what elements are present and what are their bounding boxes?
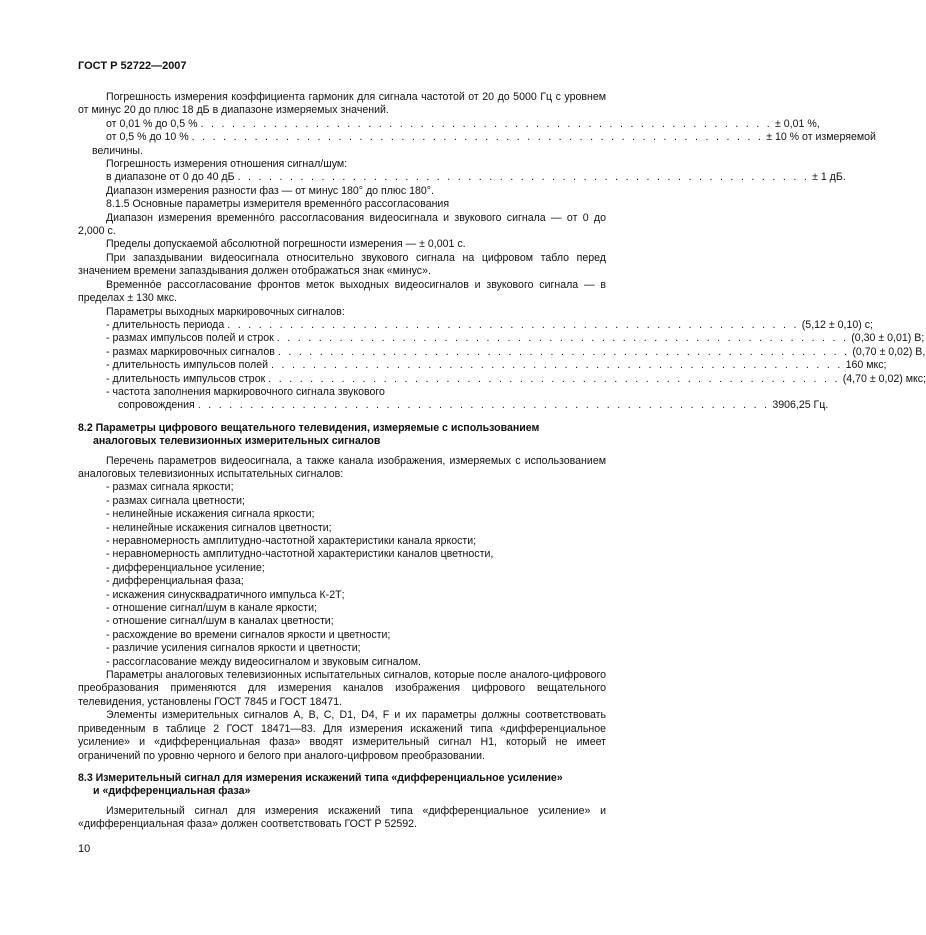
paragraph-phase-range: Диапазон измерения разности фаз — от минус 180° до плюс 180°. xyxy=(106,184,434,197)
section-8-3-heading xyxy=(78,772,606,799)
marker-row-4 xyxy=(78,359,887,372)
harmonic-row-1 xyxy=(78,117,820,131)
marker-row-3 xyxy=(78,345,926,359)
list-item: - рассогласование между видеосигналом и звуковым сигналом. xyxy=(106,655,421,668)
harmonic-continuation: величины. xyxy=(92,144,143,157)
row-label: - длительность периода xyxy=(106,318,225,331)
list-item: - нелинейные искажения сигналов цветности; xyxy=(106,521,332,534)
leader-dots: . . . . . . . . . . . . . . . . . . . . . . . . . . . . . . . . . . . . . . . . . . . . . . . . . . . . . . . xyxy=(268,372,840,385)
row-value: (4,70 ± 0,02) мкс; xyxy=(842,372,926,385)
row-value: (0,70 ± 0,02) В, xyxy=(852,345,926,358)
row-value: (5,12 ± 0,10) с; xyxy=(801,318,873,331)
row-value: 160 мкс; xyxy=(845,359,887,372)
list-item: - неравномерность амплитудно-частотной характеристики канала яркости; xyxy=(106,535,477,547)
list-item: - отношение сигнал/шум в канале яркости; xyxy=(106,602,317,615)
leader-dots: . . . . . . . . . . . . . . . . . . . . . . . . . . . . . . . . . . . . . . . . . . . . . . . . . . . . . . . xyxy=(191,131,764,144)
section-title-line: 8.3 Измерительный сигнал для измерения искажений типа «дифференциальное усиление» xyxy=(78,771,563,784)
row-value: (0,30 ± 0,01) В; xyxy=(851,332,925,345)
leader-dots: . . . . . . . . . . . . . . . . . . . . . . . . . . . . . . . . . . . . . . . . . . . . . . . . . . . . . . . xyxy=(271,359,843,372)
paragraph-signal-elements: Элементы измерительных сигналов А, В, С, D1, D4, F и их параметры должны соответствовать приведенным в таблице 2 ГОСТ 18471—83. Для измерения искажений типа «дифференциальное усиление» и «дифференциальная фаза» вводят измерительный сигнал Н1, который не имеет ограничений по уровню черного и белого при аналого-цифровом преобразовании. xyxy=(78,709,606,762)
paragraph-timing-range: Диапазон измерения временнóго рассогласования видеосигнала и звукового сигнала — от 0 до 2,000 с. xyxy=(78,211,606,238)
leader-dots: . . . . . . . . . . . . . . . . . . . . . . . . . . . . . . . . . . . . . . . . . . . . . . . . . . . . . . . xyxy=(197,399,770,412)
leader-dots: . . . . . . . . . . . . . . . . . . . . . . . . . . . . . . . . . . . . . . . . . . . . . . . . . . . . . . . xyxy=(227,318,799,331)
marker-row-2 xyxy=(78,332,925,345)
list-item: - дифференциальная фаза; xyxy=(106,575,244,588)
paragraph-param-intro: Перечень параметров видеосигнала, а также канала изображения, измеряемых с использованием аналоговых телевизионных испытательных сигналов: xyxy=(78,454,606,480)
list-item: - размах сигнала цветности; xyxy=(106,494,245,507)
row-label: в диапазоне от 0 до 40 дБ xyxy=(106,171,235,184)
paragraph-measurement-signal: Измерительный сигнал для измерения искажений типа «дифференциальное усиление» и «дифференциальная фаза» должен соответствовать ГОСТ Р 52592. xyxy=(78,804,606,831)
param-list xyxy=(78,481,606,669)
row-label: - размах импульсов полей и строк xyxy=(106,332,274,345)
leader-dots: . . . . . . . . . . . . . . . . . . . . . . . . . . . . . . . . . . . . . . . . . . . . . . . . . . . . . . . xyxy=(237,171,810,184)
row-label: - размах маркировочных сигналов xyxy=(106,345,275,358)
leader-dots: . . . . . . . . . . . . . . . . . . . . . . . . . . . . . . . . . . . . . . . . . . . . . . . . . . . . . . . xyxy=(276,332,849,345)
row-value: ± 1 дБ. xyxy=(812,171,846,184)
section-8-2-heading xyxy=(78,422,606,449)
snr-row xyxy=(78,171,846,184)
marker-fill-row xyxy=(78,399,829,412)
paragraph-timing-mismatch: Временнóе рассогласование фронтов меток выходных видеосигналов и звукового сигнала — в пределах ± 130 мкс. xyxy=(78,278,606,305)
list-item: - отношение сигнал/шум в каналах цветности; xyxy=(106,615,334,628)
paragraph-snr-error: Погрешность измерения отношения сигнал/шум: xyxy=(106,158,348,171)
list-item: - размах сигнала яркости; xyxy=(106,481,234,494)
list-item: - расхождение во времени сигналов яркости и цветности; xyxy=(106,628,391,641)
row-label: - длительность импульсов строк xyxy=(106,372,266,385)
row-label: от 0,01 % до 0,5 % xyxy=(106,117,198,130)
list-item: - различие усиления сигналов яркости и цветности; xyxy=(106,642,361,655)
section-title-line: и «дифференциальная фаза» xyxy=(93,785,251,798)
leader-dots: . . . . . . . . . . . . . . . . . . . . . . . . . . . . . . . . . . . . . . . . . . . . . . . . . . . . . . . xyxy=(200,117,773,130)
row-label: сопровождения xyxy=(118,399,195,412)
paragraph-marker-params: Параметры выходных маркировочных сигналов: xyxy=(106,305,345,318)
document-header: ГОСТ Р 52722—2007 xyxy=(78,60,187,72)
leader-dots: . . . . . . . . . . . . . . . . . . . . . . . . . . . . . . . . . . . . . . . . . . . . . . . . . . . . . . . xyxy=(277,345,850,358)
page-number: 10 xyxy=(78,843,91,855)
row-value: 3906,25 Гц. xyxy=(772,399,829,412)
harmonic-row-2 xyxy=(78,131,876,144)
paragraph-delay-sign: При запаздывании видеосигнала относительно звукового сигнала на цифровом табло перед значением времени запаздывания должен отображаться знак «минус». xyxy=(78,251,606,278)
marker-row-1 xyxy=(78,318,873,332)
marker-row-5 xyxy=(78,372,926,386)
row-label: от 0,5 % до 10 % xyxy=(106,131,189,144)
section-title-line: аналоговых телевизионных измерительных сигналов xyxy=(93,435,381,448)
list-item: - дифференциальное усиление; xyxy=(106,561,265,574)
list-item: - нелинейные искажения сигнала яркости; xyxy=(106,508,315,521)
marker-fill-line: - частота заполнения маркировочного сигнала звукового xyxy=(106,385,385,398)
page-content xyxy=(78,91,926,832)
row-value: ± 10 % от измеряемой xyxy=(766,131,876,144)
row-value: ± 0,01 %, xyxy=(775,117,820,130)
list-item: - неравномерность амплитудно-частотной характеристики каналов цветности, xyxy=(106,548,494,561)
paragraph-analog-signals: Параметры аналоговых телевизионных испытательных сигналов, которые после аналого-цифрового преобразования применяются для измерения каналов изображения цифрового вещательного телевидения, установлены ГОСТ 7845 и ГОСТ 18471. xyxy=(78,669,606,708)
subsection-8-1-5: 8.1.5 Основные параметры измерителя временнóго рассогласования xyxy=(106,198,450,211)
paragraph-abs-error: Пределы допускаемой абсолютной погрешности измерения — ± 0,001 с. xyxy=(106,238,466,251)
section-title-line: 8.2 Параметры цифрового вещательного телевидения, измеряемые с использованием xyxy=(78,421,540,434)
list-item: - искажения синусквадратичного импульса К-2Т; xyxy=(106,588,345,601)
row-label: - длительность импульсов полей xyxy=(106,359,269,372)
paragraph-harmonic-error: Погрешность измерения коэффициента гармоник для сигнала частотой от 20 до 5000 Гц с уровнем от минус 20 до плюс 18 дБ в диапазоне измеряемых значений. xyxy=(78,91,606,117)
